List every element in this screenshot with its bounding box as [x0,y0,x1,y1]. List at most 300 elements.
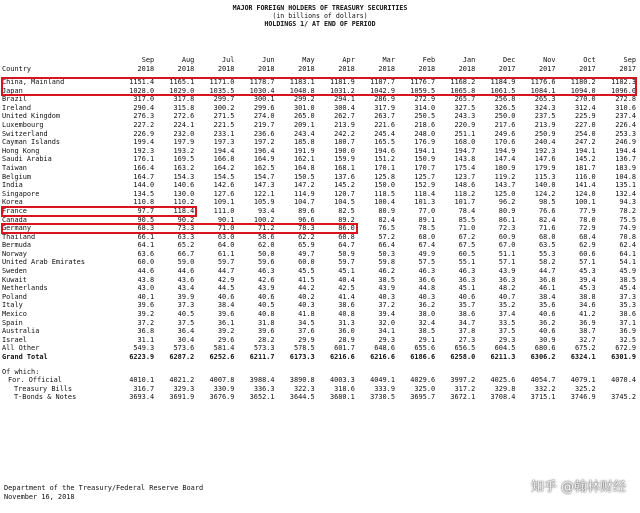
holding-value: 176.1 [133,155,155,164]
holding-value: 35.6 [538,301,556,310]
table-row [2,112,636,121]
holding-value: 44.7 [217,267,235,276]
holding-value: 125.7 [414,172,436,181]
holding-value: 45.1 [458,284,476,293]
holding-value: 192.3 [534,146,556,155]
holding-value: 226.9 [133,129,155,138]
holding-value: 3644.5 [289,393,315,402]
holding-value: 89.6 [298,206,315,215]
holding-value: 46.3 [257,267,275,276]
holding-value: 1176.7 [410,78,436,86]
holding-value: 300.1 [253,95,275,104]
holding-value: 251.1 [454,129,476,138]
holding-value: 54.1 [619,258,636,267]
holding-value: 36.8 [137,327,155,336]
holding-value: 40.4 [338,275,355,284]
holding-value: 96.2 [498,198,516,207]
holding-value: 253.3 [615,129,636,138]
holding-value: 109.1 [213,198,235,207]
holding-value: 573.6 [173,344,195,353]
holding-value: 62.4 [619,241,636,250]
table-row [2,121,636,130]
holding-value: 6252.6 [209,353,235,361]
year-header: 2018 [137,65,155,73]
year-header: 2018 [298,65,315,73]
holding-value: 80.9 [378,206,395,215]
holding-value: 145.2 [574,155,596,164]
table-row [2,173,636,182]
country-name: China, Mainland [2,78,65,86]
holding-value: 147.2 [293,181,315,190]
holding-value: 6211.3 [490,353,516,361]
holding-value: 1030.4 [249,86,275,95]
holding-value: 68.0 [418,232,436,241]
holding-value: 170.7 [414,163,436,172]
holding-value: 39.6 [217,310,235,319]
country-name: Italy [2,301,23,310]
table-row [2,258,636,267]
holding-value: 78.4 [458,206,476,215]
holding-value: 34.5 [298,318,315,327]
holding-value: 1181.9 [329,78,355,86]
holding-value: 32.4 [418,318,436,327]
holding-value: 164.9 [253,155,275,164]
report-title: MAJOR FOREIGN HOLDERS OF TREASURY SECURITIES [232,4,408,12]
holding-value: 67.2 [458,232,476,241]
holding-value: 60.6 [579,249,596,258]
table-row [2,293,636,302]
holding-value: 104.8 [615,172,636,181]
holding-value: 78.2 [619,206,636,215]
holding-value: 1184.9 [490,78,516,86]
country-name: Germany [2,224,32,233]
holding-value: 48.2 [498,284,516,293]
holding-value: 183.9 [615,163,636,172]
holding-value: 6186.6 [410,353,436,361]
holding-value: 43.8 [137,275,155,284]
holding-value: 185.8 [293,138,315,147]
holding-value: 45.4 [619,284,636,293]
holding-value: 38.5 [378,275,395,284]
country-name: Mexico [2,310,27,319]
of-which-label-row [2,368,636,377]
holding-value: 4010.1 [129,376,155,385]
holding-value: 168.0 [454,138,476,147]
holding-value: 164.8 [293,163,315,172]
holding-value: 136.7 [615,155,636,164]
holding-value: 44.6 [137,267,155,276]
country-name: Sweden [2,267,27,276]
holding-value: 168.1 [334,163,355,172]
holding-value: 170.1 [374,163,395,172]
holding-value: 1029.0 [169,86,195,95]
country-name: Israel [2,335,27,344]
holding-value: 38.4 [217,301,235,310]
holding-value: 6173.3 [289,353,315,361]
holding-value: 101.7 [454,198,476,207]
holding-value: 3680.1 [329,393,355,402]
holding-value: 181.7 [574,163,596,172]
holding-value: 38.6 [619,310,636,319]
table-row [2,216,636,225]
holding-value: 60.0 [137,258,155,267]
holding-value: 80.9 [498,206,516,215]
holding-value: 28.2 [257,335,275,344]
holding-value: 60.0 [298,258,315,267]
holding-value: 73.3 [177,224,195,233]
holding-value: 1096.0 [611,86,636,95]
year-header: 2017 [498,65,516,73]
holding-value: 46.3 [418,267,436,276]
holding-value: 4025.6 [490,376,516,385]
holding-value: 74.9 [619,224,636,233]
holding-value: 4007.8 [209,376,235,385]
holding-value: 45.9 [619,267,636,276]
holding-value: 165.5 [374,138,395,147]
holding-value: 82.4 [378,215,395,224]
holding-value: 46.1 [538,284,556,293]
holding-value: 1048.8 [289,86,315,95]
holding-value: 39.9 [177,292,195,301]
holding-value: 124.0 [574,189,596,198]
holding-value: 262.7 [334,112,355,121]
holding-value: 43.6 [177,275,195,284]
table-row [2,233,636,242]
holding-value: 86.0 [338,224,355,233]
country-name: Belgium [2,172,32,181]
month-header: Jan [462,56,476,64]
holding-value: 3652.1 [249,393,275,402]
holding-value: 197.9 [173,138,195,147]
country-name: Luxembourg [2,120,44,129]
year-header: 2017 [538,65,556,73]
country-name: France [2,206,27,215]
holding-value: 164.7 [133,172,155,181]
holding-value: 573.3 [253,344,275,353]
holding-value: 100.1 [574,198,596,207]
holding-value: 100.2 [253,215,275,224]
holding-value: 32.5 [619,335,636,344]
country-name: Treasury Bills [14,384,73,393]
holding-value: 101.3 [414,198,436,207]
holding-value: 327.5 [454,103,476,112]
table-row [2,104,636,113]
holding-value: 317.8 [173,95,195,104]
holding-value: 1180.2 [570,78,596,86]
holding-value: 118.4 [414,189,436,198]
holding-value: 270.0 [574,95,596,104]
holding-value: 70.8 [619,232,636,241]
holding-value: 3890.8 [289,376,315,385]
holding-value: 1178.7 [249,78,275,86]
holding-value: 162.1 [293,155,315,164]
holding-value: 192.3 [133,146,155,155]
holding-value: 194.9 [494,146,516,155]
holding-value: 3746.9 [570,393,596,402]
holding-value: 329.3 [173,384,195,393]
holding-value: 67.5 [458,241,476,250]
holding-value: 43.9 [498,267,516,276]
table-row [2,78,636,87]
holding-value: 37.6 [298,327,315,336]
table-row [2,344,636,353]
holding-value: 6216.6 [370,353,395,361]
holding-value: 4049.1 [370,376,395,385]
holding-value: 30.4 [177,335,195,344]
holding-value: 6306.2 [530,353,556,361]
country-name: Brazil [2,95,27,104]
holding-value: 272.9 [414,95,436,104]
holding-value: 151.2 [374,155,395,164]
holding-value: 227.2 [133,120,155,129]
table-row [2,130,636,139]
holding-value: 41.2 [579,310,596,319]
holding-value: 3672.1 [450,393,476,402]
holding-value: 6223.9 [129,353,155,361]
holding-value: 36.1 [217,318,235,327]
empty-cell [596,385,636,394]
country-name: India [2,181,23,190]
holding-value: 31.3 [338,318,355,327]
holding-value: 145.2 [334,181,355,190]
holding-value: 166.8 [213,155,235,164]
holding-value: 250.5 [414,112,436,121]
month-header-row [2,56,636,65]
holding-value: 148.6 [454,181,476,190]
holding-value: 581.4 [213,344,235,353]
holding-value: 333.9 [374,384,395,393]
holding-value: 250.9 [534,129,556,138]
holding-value: 225.9 [574,112,596,121]
holding-value: 40.6 [538,327,556,336]
holding-value: 655.6 [414,344,436,353]
holding-value: 67.4 [418,241,436,250]
holding-value: 59.8 [378,258,395,267]
year-header: 2018 [338,65,355,73]
holding-value: 249.6 [494,129,516,138]
holding-value: 1059.5 [410,86,436,95]
holding-value: 3730.5 [370,393,395,402]
holding-value: 62.2 [298,232,315,241]
country-name: Bermuda [2,241,32,250]
holding-value: 199.4 [133,138,155,147]
holding-value: 1065.8 [450,86,476,95]
holding-value: 163.2 [173,163,195,172]
holding-value: 220.9 [454,120,476,129]
holding-value: 40.6 [538,310,556,319]
holding-value: 57.1 [498,258,516,267]
holding-value: 29.3 [378,335,395,344]
holding-value: 60.9 [498,232,516,241]
month-header: Jun [262,56,275,64]
holding-value: 213.9 [534,120,556,129]
table-row [2,319,636,328]
table-row [2,241,636,250]
holding-value: 64.0 [217,241,235,250]
holding-value: 286.9 [374,95,395,104]
holding-value: 130.0 [173,189,195,198]
holding-value: 78.0 [579,215,596,224]
holding-value: 43.9 [378,284,395,293]
holding-value: 118.4 [173,206,195,215]
holding-value: 96.6 [298,215,315,224]
table-row [2,207,636,216]
holding-value: 170.6 [494,138,516,147]
holding-value: 1182.3 [611,78,636,86]
holding-value: 272.6 [173,112,195,121]
holding-value: 35.2 [498,301,516,310]
holding-value: 218.6 [414,120,436,129]
holding-value: 125.8 [374,172,395,181]
holding-value: 32.0 [378,318,395,327]
table-row [2,376,636,385]
holding-value: 38.4 [538,292,556,301]
holding-value: 299.2 [293,95,315,104]
holding-value: 72.9 [579,224,596,233]
holding-value: 68.0 [538,232,556,241]
holding-value: 100.4 [374,198,395,207]
holding-value: 680.6 [534,344,556,353]
table-row [2,155,636,164]
holding-value: 39.6 [257,327,275,336]
holding-value: 332.2 [534,384,556,393]
holding-value: 242.2 [334,129,355,138]
holding-value: 294.1 [334,95,355,104]
holding-value: 36.0 [338,327,355,336]
holding-value: 39.2 [137,310,155,319]
holding-value: 190.0 [334,146,355,155]
holding-value: 40.2 [298,292,315,301]
holding-value: 1042.9 [370,86,395,95]
holding-value: 143.7 [494,181,516,190]
month-header: Sep [623,56,636,64]
holding-value: 36.3 [458,275,476,284]
holding-value: 62.0 [257,241,275,250]
holding-value: 64.7 [338,241,355,250]
holding-value: 265.0 [293,112,315,121]
holding-value: 119.2 [494,172,516,181]
holding-value: 90.5 [137,215,155,224]
holding-value: 41.5 [298,275,315,284]
watermark: 知乎 @翰林财经 [530,480,626,495]
holding-value: 37.2 [137,318,155,327]
holding-value: 115.3 [534,172,556,181]
holding-value: 256.8 [494,95,516,104]
holding-value: 322.3 [293,384,315,393]
holding-value: 227.0 [574,120,596,129]
holding-value: 38.5 [619,275,636,284]
holding-value: 44.8 [418,284,436,293]
holding-value: 272.8 [615,95,636,104]
holding-value: 656.5 [454,344,476,353]
holding-value: 37.2 [378,301,395,310]
holding-value: 35.7 [458,301,476,310]
holding-value: 30.9 [538,335,556,344]
holding-value: 40.3 [378,292,395,301]
country-name: Poland [2,292,27,301]
country-name: Grand Total [2,353,48,361]
footer-date: November 16, 2018 [4,493,75,501]
month-header: Sep [141,56,155,64]
holding-value: 672.9 [615,344,636,353]
holding-value: 40.7 [498,292,516,301]
table-row [2,393,636,402]
holding-value: 38.6 [338,301,355,310]
holding-value: 317.2 [454,384,476,393]
year-header: 2018 [418,65,436,73]
country-name: Japan [2,86,23,95]
holding-value: 40.3 [298,301,315,310]
holding-value: 59.0 [177,258,195,267]
holding-value: 315.8 [173,103,195,112]
holding-value: 33.5 [498,318,516,327]
holding-value: 62.9 [579,241,596,250]
holding-value: 50.9 [338,249,355,258]
country-rows [2,78,636,362]
holding-value: 194.4 [615,146,636,155]
holding-value: 37.8 [458,327,476,336]
holding-value: 578.5 [293,344,315,353]
holding-value: 310.6 [615,103,636,112]
holding-value: 45.1 [338,267,355,276]
holding-value: 300.2 [213,103,235,112]
holding-value: 324.3 [534,103,556,112]
country-name: Hong Kong [2,146,40,155]
holding-value: 191.9 [293,146,315,155]
holding-value: 124.2 [534,189,556,198]
holding-value: 40.6 [217,292,235,301]
holding-value: 194.6 [374,146,395,155]
holding-value: 3988.4 [249,376,275,385]
holding-value: 40.6 [257,292,275,301]
table-row [2,250,636,259]
holding-value: 105.9 [253,198,275,207]
holding-value: 40.5 [177,310,195,319]
holding-value: 197.2 [253,138,275,147]
country-name: Cayman Islands [2,138,61,147]
country-name: Thailand [2,232,36,241]
holding-value: 232.0 [173,129,195,138]
holding-value: 317.0 [133,95,155,104]
month-header: Nov [543,56,556,64]
holding-value: 43.9 [257,284,275,293]
holding-value: 49.7 [298,249,315,258]
holding-value: 4003.3 [329,376,355,385]
report-units: (in billions of dollars) [272,12,368,20]
holding-value: 45.3 [579,284,596,293]
holding-value: 43.4 [177,284,195,293]
holding-value: 58.2 [538,258,556,267]
holding-value: 36.2 [538,318,556,327]
holding-value: 1171.0 [209,78,235,86]
holding-value: 120.7 [334,189,355,198]
holding-value: 64.1 [619,249,636,258]
holding-value: 125.0 [494,189,516,198]
holding-value: 37.3 [619,292,636,301]
month-header: Feb [422,56,436,64]
table-row [2,301,636,310]
holding-value: 143.8 [454,155,476,164]
holding-value: 1151.4 [129,78,155,86]
holding-value: 55.3 [538,249,556,258]
holding-value: 59.7 [338,258,355,267]
holding-value: 1183.1 [289,78,315,86]
holding-value: 179.9 [534,163,556,172]
holding-value: 224.1 [173,120,195,129]
holding-value: 38.0 [418,310,436,319]
holding-value: 39.6 [137,301,155,310]
holding-value: 217.6 [494,120,516,129]
